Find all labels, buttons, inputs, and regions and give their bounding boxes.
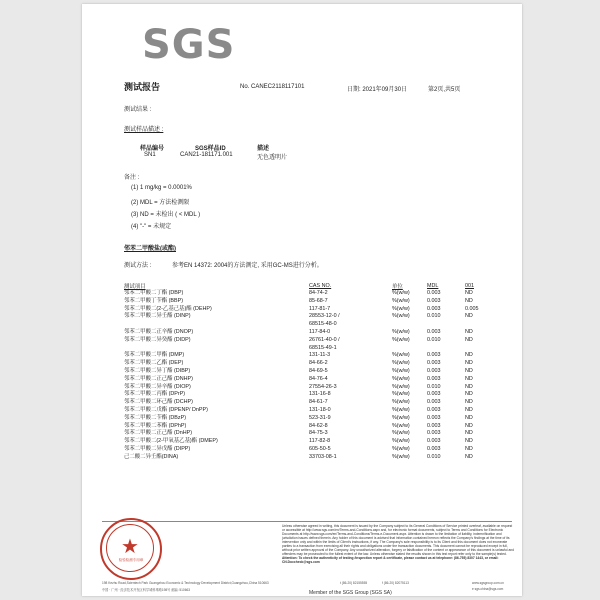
footer-fax: f (86-20) 82075113 [382,581,409,585]
cas-number [309,376,392,384]
result-value [465,352,495,360]
disclaimer-text: Unless otherwise agreed in writing, this document is issued by the Company subject to its General Conditions of Service printed overleaf, available on request or accessible at http://www.sgs.com/en/Terms-and-Conditions.aspx and, for electronic format documents, subject to Terms and Conditions for Electronic Documents at http://www.sgs.com/en/Terms-and-Conditions/Terms-e-Document.aspx. Attention is drawn to the limitation of liability, indemnification and jurisdiction issues defined therein. Any holder of this document is advised that information contained hereon reflects the Company's findings at the time of its intervention only and within the limits of Client's instructions, if any. The Company's sole responsibility is to its Client and this document does not exonerate parties to a transaction from exercising all their rights and obligations under the transaction documents. This document cannot be reproduced except in full, without prior written approval of the Company. Any unauthorized alteration, forgery or falsification of the content or appearance of this document is unlawful and offenders may be prosecuted to the fullest extent of the law. Unless otherwise stated the results shown in this test report refer only to the sample(s) tested. [282,524,514,556]
cas-number-text: 84-69-5 [309,367,328,374]
cas-number [309,407,392,415]
mdl-value [427,423,465,431]
test-item-name-text: 邻苯二甲酸二(2-甲氧基乙基)酯 (DMEP) [124,438,218,445]
cas-number-text: 131-16-8 [309,391,331,398]
mdl-value [427,352,465,360]
sgs-logo: SGS [142,22,236,68]
cas-number-cont: 68515-49-1 [309,344,337,351]
result-value [465,290,495,298]
stamp-label: 检验检测专用章 [118,558,144,562]
footer-divider [102,521,512,522]
table-row [124,290,495,298]
mdl-value [427,454,465,462]
test-item-name [124,391,309,399]
mdl-value-text: 0.003 [427,360,441,367]
test-item-name-text: 邻苯二甲酸二丙酯 (DPrP) [124,391,186,398]
table-row [124,438,495,446]
result-value [465,376,495,384]
unit [392,290,427,298]
unit [392,391,427,399]
test-item-name-text: 己二酸二异壬酯(DINA) [124,453,179,460]
unit-text: %(w/w) [392,414,410,421]
mdl-value-text: 0.003 [427,438,441,445]
result-value [465,454,495,462]
unit-text: %(w/w) [392,367,410,374]
method-label: 测试方法 : [124,263,152,269]
table-row [124,329,495,337]
mdl-value-text: 0.003 [427,328,441,335]
cas-number [309,415,392,423]
col-header-cas: CAS NO. [309,283,332,289]
unit [392,306,427,314]
star-icon: ★ [121,536,139,558]
mdl-value [427,399,465,407]
mdl-value-text: 0.003 [427,391,441,398]
footer-address-en: 198 Kezhu Road,Scientech Park Guangzhou Economic & Technology Development District,Guangzhou,China 510663 [102,581,269,585]
unit-text: %(w/w) [392,406,410,413]
cas-number-text: 26761-40-0 / [309,336,340,343]
result-value-text: ND [465,313,473,320]
test-result-label: 测试结果 : [124,107,152,113]
mdl-value [427,368,465,376]
test-item-name [124,438,309,446]
mdl-value [427,446,465,454]
result-value [465,399,495,407]
attention-text: Attention: To check the authenticity of testing /inspection report & certificate, please contact us at telephone: (86-755) 8307 1443, or email: CN.Doccheck@sgs.com [282,556,499,564]
unit [392,313,427,329]
unit [392,368,427,376]
test-item-name-text: 邻苯二甲酸二异壬酯 (DINP) [124,313,191,320]
test-item-name-text: 邻苯二甲酸二苄酯 (DBzP) [124,414,186,421]
footer-address-cn: 中国 · 广州 · 经济技术开发区科学城科珠路198号 邮编: 510663 [102,588,191,592]
unit-text: %(w/w) [392,438,410,445]
unit [392,298,427,306]
results-header-row [124,282,495,290]
unit [392,329,427,337]
test-item-name [124,454,309,462]
unit-text: %(w/w) [392,313,410,320]
mdl-value [427,391,465,399]
unit [392,446,427,454]
sample-header-id: SGS样品ID [195,146,226,152]
result-value [465,360,495,368]
mdl-value-text: 0.010 [427,383,441,390]
unit [392,399,427,407]
result-value [465,446,495,454]
mdl-value [427,430,465,438]
test-item-name-text: 邻苯二甲酸二戊酯 (DPENP/ DnPP) [124,406,208,413]
result-value-text: ND [465,430,473,437]
table-row [124,298,495,306]
result-value-text: ND [465,352,473,359]
mdl-value-text: 0.003 [427,399,441,406]
unit [392,415,427,423]
sample-header-no: 样品编号 [140,146,165,152]
mdl-value [427,337,465,353]
mdl-value [427,329,465,337]
result-value [465,298,495,306]
cas-number [309,384,392,392]
mdl-value [427,360,465,368]
test-item-name [124,446,309,454]
page-indicator: 第2页,共5页 [428,87,461,93]
cas-number [309,423,392,431]
mdl-value [427,415,465,423]
test-item-name-text: 邻苯二甲酸二丁酯 (DBP) [124,290,184,296]
result-value [465,329,495,337]
test-item-name-text: 邻苯二甲酸二(2-乙基己基)酯 (DEHP) [124,305,212,312]
unit [392,438,427,446]
table-row [124,407,495,415]
result-value [465,391,495,399]
col-header-unit: 单位 [392,284,403,290]
mdl-value [427,376,465,384]
inspection-stamp [100,518,162,580]
unit-text: %(w/w) [392,360,410,367]
note-item: (3) ND = 未检出 ( < MDL ) [131,212,201,218]
test-item-name-text: 邻苯二甲酸二环己酯 (DCHP) [124,399,193,406]
report-page [82,4,522,596]
cas-number-text: 27554-26-3 [309,383,337,390]
mdl-value-text: 0.003 [427,367,441,374]
mdl-value [427,298,465,306]
unit [392,376,427,384]
result-value-text: ND [465,336,473,343]
table-row [124,454,495,462]
cas-number-text: 84-66-2 [309,360,328,367]
cas-number [309,313,392,329]
test-item-name-text: 邻苯二甲酸二乙酯 (DEP) [124,360,184,367]
col-header-mdl: MDL [427,283,439,289]
note-item: (2) MDL = 方法检测限 [131,200,190,206]
cas-number-text: 84-74-2 [309,290,328,296]
mdl-value-text: 0.010 [427,313,441,320]
test-item-name [124,337,309,353]
sample-desc: 无色透明片 [257,155,288,161]
unit-text: %(w/w) [392,305,410,312]
unit [392,384,427,392]
mdl-value-text: 0.003 [427,406,441,413]
cas-number-text: 117-84-0 [309,328,331,335]
result-value-text: ND [465,391,473,398]
mdl-value [427,306,465,314]
test-item-name-text: 邻苯二甲酸丁苄酯 (BBP) [124,297,183,304]
cas-number-text: 33703-08-1 [309,453,337,460]
footer-phone: t (86-20) 82155555 [340,581,368,585]
mdl-value-text: 0.003 [427,414,441,421]
cas-number [309,290,392,298]
result-value [465,430,495,438]
mdl-value [427,407,465,415]
cas-number-text: 84-62-8 [309,422,328,429]
sample-id: CAN21-181171.001 [180,152,233,158]
test-item-name [124,352,309,360]
table-row [124,360,495,368]
footer-email: e sgs.china@sgs.com [472,587,504,591]
table-row [124,368,495,376]
col-header-item: 测试项目 [124,284,146,290]
test-item-name [124,399,309,407]
method-text: 参考EN 14372: 2004的方法测定, 采用GC-MS进行分析。 [172,263,323,269]
mdl-value-text: 0.010 [427,453,441,460]
test-item-name [124,415,309,423]
test-item-name [124,430,309,438]
col-header-result: 001 [465,283,474,289]
test-item-name-text: 邻苯二甲酸二正己酯 (DnHP) [124,430,192,437]
mdl-value-text: 0.003 [427,445,441,452]
result-value-text: 0.005 [465,305,479,312]
result-value-text: ND [465,438,473,445]
cas-number-text: 85-68-7 [309,297,328,304]
mdl-value [427,438,465,446]
cas-number [309,430,392,438]
unit [392,407,427,415]
result-value [465,438,495,446]
unit-text: %(w/w) [392,375,410,382]
cas-number [309,438,392,446]
unit-text: %(w/w) [392,399,410,406]
unit-text: %(w/w) [392,383,410,390]
unit-text: %(w/w) [392,453,410,460]
cas-number-text: 84-75-3 [309,430,328,437]
test-item-name-text: 邻苯二甲酸二异癸酯 (DIDP) [124,336,191,343]
mdl-value-text: 0.003 [427,290,441,296]
result-value-text: ND [465,399,473,406]
cas-number [309,446,392,454]
unit-text: %(w/w) [392,328,410,335]
results-table [124,282,495,462]
cas-number-text: 117-81-7 [309,305,331,312]
report-date: 日期: 2021年09月30日 [347,87,408,93]
table-row [124,399,495,407]
mdl-value-text: 0.003 [427,305,441,312]
cas-number [309,454,392,462]
cas-number [309,337,392,353]
result-value-text: ND [465,445,473,452]
report-title: 测试报告 [124,83,161,93]
table-row [124,391,495,399]
test-item-name-text: 邻苯二甲酸二苯酯 (DPhP) [124,422,187,429]
test-item-name [124,360,309,368]
cas-number-text: 131-18-0 [309,406,331,413]
result-value-text: ND [465,406,473,413]
mdl-value-text: 0.003 [427,297,441,304]
test-item-name [124,298,309,306]
result-value-text: ND [465,360,473,367]
test-item-name [124,290,309,298]
table-row [124,337,495,353]
table-row [124,415,495,423]
mdl-value-text: 0.003 [427,430,441,437]
result-value [465,368,495,376]
cas-number-text: 84-76-4 [309,375,328,382]
cas-number-text: 84-61-7 [309,399,328,406]
report-number: No. CANEC2118117101 [240,84,305,90]
footer-disclaimer [282,524,514,564]
cas-number [309,306,392,314]
result-value-text: ND [465,367,473,374]
cas-number [309,298,392,306]
result-value [465,415,495,423]
result-value-text: ND [465,453,473,460]
cas-number-text: 523-31-9 [309,414,331,421]
unit-text: %(w/w) [392,290,410,296]
unit-text: %(w/w) [392,445,410,452]
result-value [465,384,495,392]
result-value [465,306,495,314]
result-value [465,423,495,431]
note-item: (1) 1 mg/kg = 0.0001% [131,185,192,191]
mdl-value-text: 0.010 [427,336,441,343]
mdl-value [427,313,465,329]
cas-number [309,329,392,337]
unit-text: %(w/w) [392,391,410,398]
sample-desc-label: 测试样品描述 : [124,127,164,133]
unit-text: %(w/w) [392,422,410,429]
section-title: 邻苯二甲酸盐(或酯) [124,246,176,252]
unit [392,454,427,462]
table-row [124,313,495,329]
test-item-name-text: 邻苯二甲酸二异辛酯 (DIOP) [124,383,191,390]
result-value-text: ND [465,297,473,304]
mdl-value-text: 0.003 [427,422,441,429]
unit-text: %(w/w) [392,430,410,437]
unit-text: %(w/w) [392,297,410,304]
sample-no: SN1 [144,152,156,158]
result-value-text: ND [465,383,473,390]
unit [392,423,427,431]
cas-number [309,360,392,368]
cas-number-text: 28553-12-0 / [309,313,340,320]
unit [392,352,427,360]
mdl-value [427,384,465,392]
cas-number-cont: 68515-48-0 [309,321,337,328]
result-value-text: ND [465,328,473,335]
unit [392,430,427,438]
unit [392,337,427,353]
result-value-text: ND [465,414,473,421]
test-item-name [124,368,309,376]
test-item-name [124,407,309,415]
mdl-value [427,290,465,298]
cas-number [309,352,392,360]
cas-number [309,368,392,376]
test-item-name-text: 邻苯二甲酸二甲酯 (DMP) [124,352,185,359]
cas-number-text: 131-11-3 [309,352,331,359]
test-item-name-text: 邻苯二甲酸二正辛酯 (DNOP) [124,328,194,335]
sgs-group-member: Member of the SGS Group (SGS SA) [309,590,392,596]
table-row [124,376,495,384]
result-value [465,337,495,353]
cas-number [309,399,392,407]
unit-text: %(w/w) [392,336,410,343]
table-row [124,430,495,438]
notes-label: 备注 : [124,175,140,181]
footer-web: www.sgsgroup.com.cn [472,581,504,585]
unit [392,360,427,368]
test-item-name-text: 邻苯二甲酸二正己酯 (DNHP) [124,375,193,382]
note-item: (4) "-" = 未规定 [131,224,172,230]
test-item-name [124,376,309,384]
mdl-value-text: 0.003 [427,352,441,359]
cas-number-text: 117-82-8 [309,438,331,445]
result-value-text: ND [465,422,473,429]
result-value [465,407,495,415]
result-value [465,313,495,329]
result-value-text: ND [465,290,473,296]
mdl-value-text: 0.003 [427,375,441,382]
cas-number-text: 605-50-5 [309,445,331,452]
test-item-name-text: 邻苯二甲酸二异戊酯 (DIPP) [124,445,191,452]
table-row [124,352,495,360]
unit-text: %(w/w) [392,352,410,359]
result-value-text: ND [465,375,473,382]
table-row [124,446,495,454]
cas-number [309,391,392,399]
test-item-name [124,313,309,329]
test-item-name-text: 邻苯二甲酸二异丁酯 (DIBP) [124,367,191,374]
sample-header-desc: 描述 [257,146,270,152]
test-item-name [124,329,309,337]
